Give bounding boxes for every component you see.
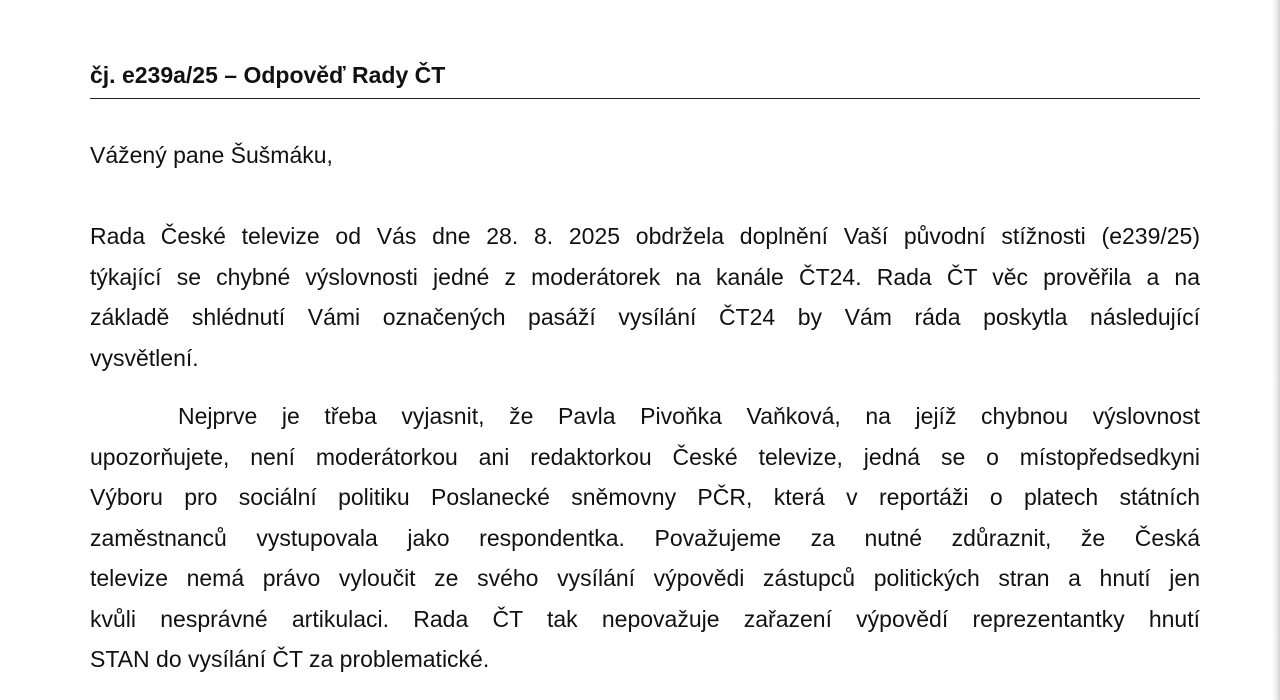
paragraph-line: týkající se chybné výslovnosti jedné z moderátorek na kanále ČT24. Rada ČT věc prověřila a na — [90, 263, 1200, 290]
paragraph-line: zaměstnanců vystupovala jako respondentka. Považujeme za nutné zdůraznit, že Česká — [90, 524, 1200, 551]
paragraph-line: vysvětlení. — [90, 344, 199, 371]
paragraph-line: Výboru pro sociální politiku Poslanecké sněmovny PČR, která v reportáži o platech státních — [90, 484, 1200, 510]
paragraph-line: televize nemá právo vyloučit ze svého vysílání výpovědi zástupců politických stran a hnutí jen — [90, 565, 1200, 591]
heading-divider — [90, 98, 1200, 99]
paragraph-line: kvůli nesprávné artikulaci. Rada ČT tak nepovažuje zařazení výpovědí reprezentantky hnutí — [90, 605, 1200, 632]
paragraph-line: Nejprve je třeba vyjasnit, že Pavla Pivoňka Vaňková, na jejíž chybnou výslovnost — [178, 403, 1200, 429]
paragraph-2 — [90, 396, 1200, 680]
salutation: Vážený pane Šušmáku, — [90, 142, 333, 168]
paragraph-line: Rada České televize od Vás dne 28. 8. 2025 obdržela doplnění Vaší původní stížnosti (e239/25) — [90, 223, 1200, 249]
page-edge-shadow — [1272, 0, 1280, 700]
paragraph-line: základě shlédnutí Vámi označených pasáží vysílání ČT24 by Vám ráda poskytla následující — [90, 304, 1200, 330]
paragraph-line: upozorňujete, není moderátorkou ani redaktorkou České televize, jedná se o místopředsedkyni — [90, 443, 1200, 470]
paragraph-1 — [90, 216, 1200, 378]
paragraph-line: STAN do vysílání ČT za problematické. — [90, 646, 490, 672]
reference-heading: čj. e239a/25 – Odpověď Rady ČT — [90, 62, 446, 88]
